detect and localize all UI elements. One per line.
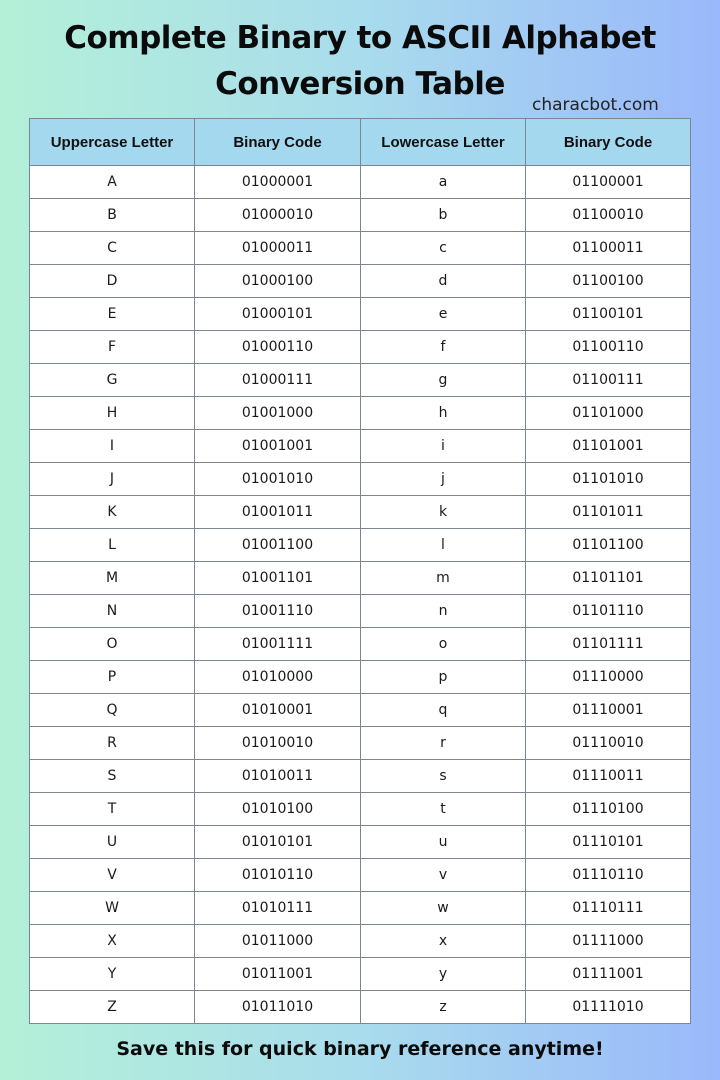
lowercase-letter-cell: z [361, 991, 526, 1024]
uppercase-letter-cell: W [30, 892, 195, 925]
lowercase-binary-cell: 01110111 [526, 892, 691, 925]
table-row [30, 166, 691, 199]
table-row [30, 298, 691, 331]
uppercase-letter-cell: K [30, 496, 195, 529]
uppercase-letter-cell: N [30, 595, 195, 628]
lowercase-letter-cell: q [361, 694, 526, 727]
uppercase-binary-cell: 01010110 [195, 859, 361, 892]
lowercase-letter-cell: p [361, 661, 526, 694]
lowercase-binary-cell: 01110011 [526, 760, 691, 793]
uppercase-binary-cell: 01000101 [195, 298, 361, 331]
uppercase-binary-cell: 01000001 [195, 166, 361, 199]
uppercase-binary-cell: 01001001 [195, 430, 361, 463]
uppercase-binary-cell: 01001100 [195, 529, 361, 562]
lowercase-letter-cell: x [361, 925, 526, 958]
page-title-line-2: Conversion Table [215, 66, 505, 102]
uppercase-binary-cell: 01010000 [195, 661, 361, 694]
lowercase-letter-cell: s [361, 760, 526, 793]
lowercase-letter-cell: v [361, 859, 526, 892]
uppercase-binary-cell: 01000100 [195, 265, 361, 298]
lowercase-letter-cell: g [361, 364, 526, 397]
table-row [30, 793, 691, 826]
lowercase-binary-cell: 01101110 [526, 595, 691, 628]
ascii-conversion-table [29, 118, 691, 1024]
lowercase-letter-cell: t [361, 793, 526, 826]
lowercase-binary-cell: 01111000 [526, 925, 691, 958]
uppercase-letter-cell: Z [30, 991, 195, 1024]
uppercase-letter-cell: J [30, 463, 195, 496]
lowercase-binary-cell: 01101111 [526, 628, 691, 661]
uppercase-binary-cell: 01010101 [195, 826, 361, 859]
lowercase-letter-cell: m [361, 562, 526, 595]
lowercase-letter-cell: f [361, 331, 526, 364]
lowercase-letter-cell: i [361, 430, 526, 463]
table-header-row [30, 119, 691, 166]
lowercase-letter-cell: j [361, 463, 526, 496]
uppercase-letter-cell: D [30, 265, 195, 298]
table-row [30, 859, 691, 892]
lowercase-letter-cell: u [361, 826, 526, 859]
header-uppercase-binary: Binary Code [195, 119, 361, 166]
table-row [30, 397, 691, 430]
lowercase-binary-cell: 01100110 [526, 331, 691, 364]
lowercase-binary-cell: 01100101 [526, 298, 691, 331]
lowercase-letter-cell: a [361, 166, 526, 199]
table-row [30, 595, 691, 628]
uppercase-letter-cell: R [30, 727, 195, 760]
lowercase-letter-cell: n [361, 595, 526, 628]
uppercase-binary-cell: 01011000 [195, 925, 361, 958]
table-row [30, 331, 691, 364]
uppercase-binary-cell: 01001011 [195, 496, 361, 529]
uppercase-letter-cell: L [30, 529, 195, 562]
uppercase-letter-cell: T [30, 793, 195, 826]
uppercase-binary-cell: 01010001 [195, 694, 361, 727]
lowercase-letter-cell: k [361, 496, 526, 529]
lowercase-letter-cell: h [361, 397, 526, 430]
table-row [30, 529, 691, 562]
lowercase-letter-cell: o [361, 628, 526, 661]
lowercase-binary-cell: 01100001 [526, 166, 691, 199]
lowercase-binary-cell: 01101010 [526, 463, 691, 496]
uppercase-binary-cell: 01000011 [195, 232, 361, 265]
lowercase-letter-cell: e [361, 298, 526, 331]
header-lowercase-binary: Binary Code [526, 119, 691, 166]
lowercase-binary-cell: 01101001 [526, 430, 691, 463]
uppercase-binary-cell: 01000110 [195, 331, 361, 364]
uppercase-binary-cell: 01000111 [195, 364, 361, 397]
lowercase-binary-cell: 01110001 [526, 694, 691, 727]
table-row [30, 562, 691, 595]
uppercase-letter-cell: V [30, 859, 195, 892]
table-row [30, 925, 691, 958]
lowercase-binary-cell: 01110000 [526, 661, 691, 694]
table-body [30, 166, 691, 1024]
uppercase-binary-cell: 01001101 [195, 562, 361, 595]
lowercase-letter-cell: w [361, 892, 526, 925]
uppercase-binary-cell: 01001110 [195, 595, 361, 628]
table-row [30, 265, 691, 298]
lowercase-letter-cell: r [361, 727, 526, 760]
table-row [30, 892, 691, 925]
uppercase-letter-cell: O [30, 628, 195, 661]
uppercase-binary-cell: 01010011 [195, 760, 361, 793]
uppercase-binary-cell: 01000010 [195, 199, 361, 232]
uppercase-letter-cell: Y [30, 958, 195, 991]
table-row [30, 826, 691, 859]
lowercase-binary-cell: 01110010 [526, 727, 691, 760]
lowercase-letter-cell: b [361, 199, 526, 232]
lowercase-binary-cell: 01100100 [526, 265, 691, 298]
uppercase-letter-cell: A [30, 166, 195, 199]
lowercase-letter-cell: y [361, 958, 526, 991]
uppercase-binary-cell: 01001111 [195, 628, 361, 661]
table-row [30, 463, 691, 496]
uppercase-binary-cell: 01010010 [195, 727, 361, 760]
page-title-line-1: Complete Binary to ASCII Alphabet [64, 20, 656, 56]
lowercase-binary-cell: 01110110 [526, 859, 691, 892]
lowercase-binary-cell: 01111001 [526, 958, 691, 991]
uppercase-letter-cell: P [30, 661, 195, 694]
header-lowercase-letter: Lowercase Letter [361, 119, 526, 166]
lowercase-binary-cell: 01101100 [526, 529, 691, 562]
lowercase-binary-cell: 01100111 [526, 364, 691, 397]
table-row [30, 628, 691, 661]
uppercase-letter-cell: C [30, 232, 195, 265]
uppercase-letter-cell: F [30, 331, 195, 364]
uppercase-binary-cell: 01010111 [195, 892, 361, 925]
uppercase-binary-cell: 01001010 [195, 463, 361, 496]
table-row [30, 694, 691, 727]
lowercase-binary-cell: 01101011 [526, 496, 691, 529]
table-row [30, 232, 691, 265]
lowercase-letter-cell: l [361, 529, 526, 562]
table-row [30, 991, 691, 1024]
lowercase-binary-cell: 01100011 [526, 232, 691, 265]
table-row [30, 958, 691, 991]
uppercase-letter-cell: Q [30, 694, 195, 727]
footer-note: Save this for quick binary reference anytime! [116, 1038, 604, 1060]
lowercase-binary-cell: 01101101 [526, 562, 691, 595]
site-name: characbot.com [532, 95, 659, 115]
table-row [30, 430, 691, 463]
table-row [30, 727, 691, 760]
uppercase-letter-cell: H [30, 397, 195, 430]
uppercase-letter-cell: E [30, 298, 195, 331]
uppercase-binary-cell: 01011001 [195, 958, 361, 991]
lowercase-binary-cell: 01101000 [526, 397, 691, 430]
table-row [30, 199, 691, 232]
uppercase-letter-cell: M [30, 562, 195, 595]
table-row [30, 661, 691, 694]
uppercase-letter-cell: S [30, 760, 195, 793]
lowercase-letter-cell: c [361, 232, 526, 265]
table-row [30, 496, 691, 529]
header-uppercase-letter: Uppercase Letter [30, 119, 195, 166]
uppercase-binary-cell: 01010100 [195, 793, 361, 826]
uppercase-letter-cell: I [30, 430, 195, 463]
uppercase-binary-cell: 01001000 [195, 397, 361, 430]
uppercase-letter-cell: U [30, 826, 195, 859]
lowercase-binary-cell: 01110101 [526, 826, 691, 859]
uppercase-binary-cell: 01011010 [195, 991, 361, 1024]
table-row [30, 760, 691, 793]
lowercase-binary-cell: 01100010 [526, 199, 691, 232]
lowercase-binary-cell: 01111010 [526, 991, 691, 1024]
uppercase-letter-cell: B [30, 199, 195, 232]
uppercase-letter-cell: G [30, 364, 195, 397]
uppercase-letter-cell: X [30, 925, 195, 958]
table-row [30, 364, 691, 397]
lowercase-letter-cell: d [361, 265, 526, 298]
lowercase-binary-cell: 01110100 [526, 793, 691, 826]
